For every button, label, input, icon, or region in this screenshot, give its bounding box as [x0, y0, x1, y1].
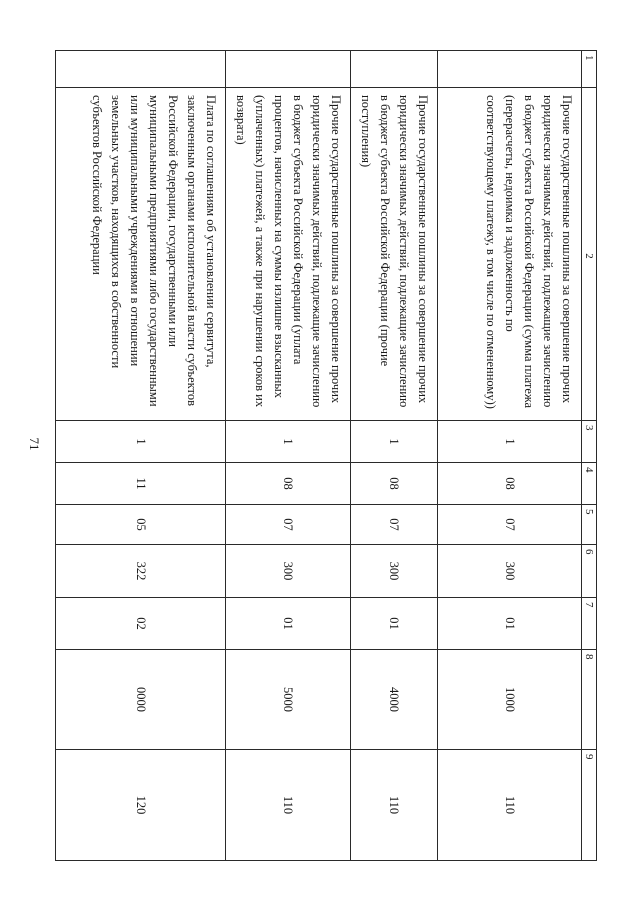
cell-col3: 1 — [351, 421, 438, 463]
cell-col9: 120 — [56, 750, 226, 861]
cell-income-name: Прочие государственные пошлины за совершение прочих юридически значимых действий, подлежащие зачислению в бюджет субъекта Российской Федерации (уплата процентов, начисленных на суммы излишне взысканных (уплаченных) платежей, а также при нарушении сроков их возврата) — [226, 88, 351, 421]
cell-col8: 4000 — [351, 650, 438, 750]
cell-col1 — [56, 51, 226, 88]
cell-col4: 08 — [438, 463, 582, 505]
column-header: 9 — [582, 750, 597, 861]
cell-col8: 0000 — [56, 650, 226, 750]
cell-col3: 1 — [226, 421, 351, 463]
budget-classification-table — [55, 50, 597, 861]
cell-col5: 07 — [226, 505, 351, 545]
cell-col6: 300 — [226, 545, 351, 598]
column-header: 5 — [582, 505, 597, 545]
table-row — [56, 51, 226, 861]
column-header: 1 — [582, 51, 597, 88]
column-header: 2 — [582, 88, 597, 421]
column-header: 4 — [582, 463, 597, 505]
cell-col6: 300 — [351, 545, 438, 598]
cell-col7: 01 — [438, 598, 582, 650]
cell-col9: 110 — [351, 750, 438, 861]
cell-col7: 02 — [56, 598, 226, 650]
cell-col1 — [226, 51, 351, 88]
cell-col5: 07 — [438, 505, 582, 545]
table-row — [226, 51, 351, 861]
column-header: 8 — [582, 650, 597, 750]
cell-col4: 11 — [56, 463, 226, 505]
page-number: 71 — [27, 437, 42, 451]
cell-col8: 5000 — [226, 650, 351, 750]
cell-income-name: Прочие государственные пошлины за совершение прочих юридически значимых действий, подлежащие зачислению в бюджет субъекта Российской Федерации (прочие поступления) — [351, 88, 438, 421]
column-header: 6 — [582, 545, 597, 598]
column-header: 3 — [582, 421, 597, 463]
cell-col9: 110 — [226, 750, 351, 861]
header-row — [582, 51, 597, 861]
cell-col6: 300 — [438, 545, 582, 598]
cell-col4: 08 — [351, 463, 438, 505]
cell-col3: 1 — [438, 421, 582, 463]
cell-col7: 01 — [226, 598, 351, 650]
cell-income-name: Прочие государственные пошлины за совершение прочих юридически значимых действий, подлежащие зачислению в бюджет субъекта Российской Федерации (сумма платежа (перерасчеты, недоимка и задолженность по соответствующему платежу, в том числе по отмененному)) — [438, 88, 582, 421]
cell-col4: 08 — [226, 463, 351, 505]
cell-col1 — [438, 51, 582, 88]
cell-col3: 1 — [56, 421, 226, 463]
cell-col5: 05 — [56, 505, 226, 545]
table-row — [438, 51, 582, 861]
cell-col1 — [351, 51, 438, 88]
cell-income-name: Плата по соглашениям об установлении сервитута, заключенным органами исполнительной власти субъектов Российской Федерации, государственными или муниципальными предприятиями либо государственными или муниципальными учреждениями в отношении земельных участков, находящихся в собственности субъектов Российской Федерации — [56, 88, 226, 421]
cell-col9: 110 — [438, 750, 582, 861]
cell-col5: 07 — [351, 505, 438, 545]
cell-col7: 01 — [351, 598, 438, 650]
cell-col6: 322 — [56, 545, 226, 598]
column-header: 7 — [582, 598, 597, 650]
cell-col8: 1000 — [438, 650, 582, 750]
rotated-table-container — [63, 50, 597, 860]
table-row — [351, 51, 438, 861]
